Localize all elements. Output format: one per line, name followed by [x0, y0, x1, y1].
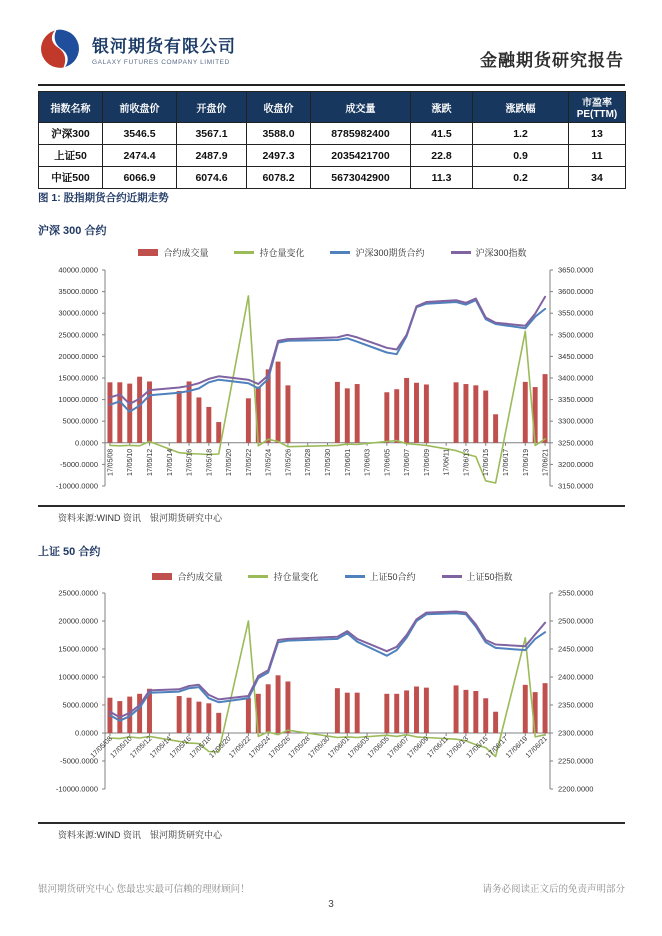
- figure-caption: 图 1: 股指期货合约近期走势: [38, 192, 169, 204]
- legend-item: [152, 570, 222, 583]
- svg-text:17/06/03: 17/06/03: [364, 448, 372, 477]
- table-header-cell: 收盘价: [247, 92, 311, 123]
- svg-text:17/06/09: 17/06/09: [406, 735, 431, 760]
- svg-text:17/05/08: 17/05/08: [89, 735, 114, 760]
- table-header-cell: 市盈率PE(TTM): [569, 92, 626, 123]
- svg-text:17/05/20: 17/05/20: [208, 735, 233, 760]
- table-cell: 2487.9: [177, 145, 247, 167]
- svg-text:3550.0000: 3550.0000: [558, 308, 594, 318]
- table-cell: 6066.9: [103, 167, 177, 189]
- source-note-1: 资料来源:WIND 资讯 银河期货研究中心: [58, 513, 222, 523]
- svg-text:17/05/26: 17/05/26: [267, 735, 292, 760]
- csi300-contract-chart: [30, 262, 635, 504]
- svg-text:25000.0000: 25000.0000: [58, 330, 98, 340]
- table-cell: 0.9: [473, 145, 569, 167]
- svg-text:17/05/10: 17/05/10: [127, 448, 135, 477]
- legend-item: [451, 246, 527, 259]
- svg-text:3300.0000: 3300.0000: [558, 416, 594, 426]
- table-cell: 2497.3: [247, 145, 311, 167]
- line-swatch-icon: [234, 251, 254, 253]
- table-cell: 沪深300: [39, 123, 103, 145]
- svg-text:17/05/16: 17/05/16: [168, 735, 193, 760]
- table-row: [39, 123, 626, 145]
- table-cell: 1.2: [473, 123, 569, 145]
- svg-text:-5000.0000: -5000.0000: [60, 459, 98, 469]
- table-cell: 41.5: [411, 123, 473, 145]
- svg-text:40000.0000: 40000.0000: [58, 265, 98, 275]
- svg-text:3400.0000: 3400.0000: [558, 373, 594, 383]
- svg-text:20000.0000: 20000.0000: [58, 351, 98, 361]
- svg-text:2450.0000: 2450.0000: [558, 644, 594, 654]
- svg-text:17/05/24: 17/05/24: [265, 448, 273, 477]
- footer-disclaimer-note: 请务必阅读正文后的免责声明部分: [482, 884, 625, 895]
- company-logo: [40, 27, 236, 71]
- svg-text:17/05/08: 17/05/08: [107, 448, 115, 477]
- legend-item: [330, 246, 424, 259]
- svg-text:17/05/30: 17/05/30: [307, 735, 332, 760]
- svg-text:10000.0000: 10000.0000: [58, 395, 98, 405]
- svg-text:17/06/13: 17/06/13: [445, 735, 470, 760]
- svg-text:-10000.0000: -10000.0000: [55, 481, 98, 491]
- legend-label: 上证50合约: [369, 572, 416, 582]
- svg-text:17/06/07: 17/06/07: [386, 735, 411, 760]
- svg-text:3250.0000: 3250.0000: [558, 438, 594, 448]
- table-header-cell: 成交量: [311, 92, 411, 123]
- svg-text:17/05/18: 17/05/18: [206, 448, 214, 477]
- svg-text:17/05/24: 17/05/24: [247, 735, 273, 760]
- sse50-contract-chart: [30, 585, 635, 813]
- table-cell: 0.2: [473, 167, 569, 189]
- svg-text:2400.0000: 2400.0000: [558, 672, 594, 682]
- svg-text:17/06/21: 17/06/21: [524, 735, 549, 760]
- legend-label: 沪深300指数: [475, 248, 527, 258]
- table-header-row: [39, 92, 626, 123]
- table-cell: 6074.6: [177, 167, 247, 189]
- table-cell: 上证50: [39, 145, 103, 167]
- svg-text:30000.0000: 30000.0000: [58, 308, 98, 318]
- line-swatch-icon: [330, 251, 350, 253]
- table-cell: 中证500: [39, 167, 103, 189]
- svg-text:0.0000: 0.0000: [75, 438, 98, 448]
- footer-slogan: 银河期货研究中心 您最忠实最可信赖的理财顾问！: [38, 884, 250, 895]
- company-name-en: GALAXY FUTURES COMPANY LIMITED: [92, 59, 230, 66]
- legend-label: 合约成交量: [177, 572, 223, 582]
- chart2-title: 上证 50 合约: [38, 546, 101, 558]
- table-cell: 3546.5: [103, 123, 177, 145]
- table-header-cell: 前收盘价: [103, 92, 177, 123]
- svg-text:17/06/19: 17/06/19: [504, 735, 530, 760]
- galaxy-swirl-icon: [40, 27, 84, 71]
- legend-label: 合约成交量: [163, 248, 209, 258]
- svg-text:2500.0000: 2500.0000: [558, 616, 594, 626]
- svg-text:17/06/15: 17/06/15: [483, 448, 491, 477]
- legend-label: 持仓量变化: [273, 572, 319, 582]
- chart1-title: 沪深 300 合约: [38, 225, 107, 237]
- svg-text:0.0000: 0.0000: [75, 728, 98, 738]
- svg-text:17/06/19: 17/06/19: [522, 448, 530, 477]
- svg-text:17/05/12: 17/05/12: [147, 448, 154, 477]
- line-swatch-icon: [442, 575, 462, 577]
- svg-text:15000.0000: 15000.0000: [58, 644, 98, 654]
- table-cell: 8785982400: [311, 123, 411, 145]
- svg-text:17/06/01: 17/06/01: [326, 735, 352, 760]
- line-swatch-icon: [345, 575, 365, 577]
- table-cell: 34: [569, 167, 626, 189]
- line-swatch-icon: [451, 251, 471, 253]
- legend-label: 持仓量变化: [259, 248, 305, 258]
- svg-text:25000.0000: 25000.0000: [58, 588, 98, 598]
- legend-item: [442, 570, 513, 583]
- svg-text:5000.0000: 5000.0000: [62, 416, 98, 426]
- svg-text:17/06/01: 17/06/01: [344, 448, 352, 477]
- svg-text:20000.0000: 20000.0000: [58, 616, 98, 626]
- legend-label: 上证50指数: [466, 572, 513, 582]
- svg-text:17/06/17: 17/06/17: [485, 735, 510, 760]
- svg-text:17/06/21: 17/06/21: [542, 448, 550, 477]
- svg-text:2200.0000: 2200.0000: [558, 784, 594, 794]
- svg-text:17/05/28: 17/05/28: [287, 735, 312, 760]
- svg-text:-10000.0000: -10000.0000: [55, 784, 98, 794]
- table-row: [39, 145, 626, 167]
- svg-text:17/05/26: 17/05/26: [285, 448, 293, 477]
- svg-text:17/06/07: 17/06/07: [404, 448, 412, 477]
- svg-text:17/05/20: 17/05/20: [226, 448, 234, 477]
- table-header-cell: 指数名称: [39, 92, 103, 123]
- table-cell: 2474.4: [103, 145, 177, 167]
- svg-text:17/06/11: 17/06/11: [426, 735, 451, 760]
- report-title: 金融期货研究报告: [480, 51, 624, 70]
- line-swatch-icon: [248, 575, 268, 577]
- svg-text:2550.0000: 2550.0000: [558, 588, 594, 598]
- svg-text:17/06/17: 17/06/17: [503, 448, 510, 477]
- svg-text:17/05/28: 17/05/28: [305, 448, 313, 477]
- svg-text:17/06/09: 17/06/09: [423, 448, 431, 477]
- svg-text:17/05/22: 17/05/22: [245, 448, 253, 477]
- svg-text:5000.0000: 5000.0000: [62, 700, 98, 710]
- svg-text:15000.0000: 15000.0000: [58, 373, 98, 383]
- divider: [38, 505, 625, 507]
- svg-text:17/05/14: 17/05/14: [166, 448, 174, 477]
- svg-text:17/06/05: 17/06/05: [384, 448, 392, 477]
- svg-text:17/05/10: 17/05/10: [109, 735, 134, 760]
- bar-swatch-icon: [138, 249, 158, 256]
- svg-text:17/06/03: 17/06/03: [346, 735, 371, 760]
- bar-swatch-icon: [152, 573, 172, 580]
- legend-item: [138, 246, 208, 259]
- svg-text:3200.0000: 3200.0000: [558, 459, 594, 469]
- svg-text:35000.0000: 35000.0000: [58, 287, 98, 297]
- svg-text:10000.0000: 10000.0000: [58, 672, 98, 682]
- company-name-cn: 银河期货有限公司: [92, 37, 236, 56]
- svg-text:2350.0000: 2350.0000: [558, 700, 594, 710]
- table-header-cell: 涨跌: [411, 92, 473, 123]
- table-cell: 3567.1: [177, 123, 247, 145]
- svg-text:17/06/13: 17/06/13: [463, 448, 471, 477]
- table-row: [39, 167, 626, 189]
- svg-text:3500.0000: 3500.0000: [558, 330, 594, 340]
- table-cell: 11: [569, 145, 626, 167]
- table-cell: 6078.2: [247, 167, 311, 189]
- table-header-cell: 涨跌幅: [473, 92, 569, 123]
- svg-text:3600.0000: 3600.0000: [558, 287, 594, 297]
- svg-text:17/05/16: 17/05/16: [186, 448, 194, 477]
- svg-text:17/05/14: 17/05/14: [148, 735, 174, 760]
- svg-text:2250.0000: 2250.0000: [558, 756, 594, 766]
- table-header-cell: 开盘价: [177, 92, 247, 123]
- chart1-legend: [30, 246, 635, 259]
- svg-text:17/06/11: 17/06/11: [443, 448, 451, 476]
- divider: [38, 822, 625, 824]
- table-cell: 3588.0: [247, 123, 311, 145]
- table-cell: 22.8: [411, 145, 473, 167]
- svg-text:-5000.0000: -5000.0000: [60, 756, 98, 766]
- source-note-2: 资料来源:WIND 资讯 银河期货研究中心: [58, 830, 222, 840]
- svg-text:17/06/15: 17/06/15: [465, 735, 490, 760]
- svg-text:2300.0000: 2300.0000: [558, 728, 594, 738]
- svg-text:17/05/22: 17/05/22: [228, 735, 253, 760]
- page-number: 3: [328, 899, 334, 910]
- svg-text:3650.0000: 3650.0000: [558, 265, 594, 275]
- svg-text:3450.0000: 3450.0000: [558, 351, 594, 361]
- svg-text:17/06/05: 17/06/05: [366, 735, 391, 760]
- legend-item: [234, 246, 304, 259]
- table-cell: 13: [569, 123, 626, 145]
- table-cell: 11.3: [411, 167, 473, 189]
- legend-item: [248, 570, 318, 583]
- table-cell: 5673042900: [311, 167, 411, 189]
- table-cell: 2035421700: [311, 145, 411, 167]
- legend-item: [345, 570, 416, 583]
- svg-text:17/05/30: 17/05/30: [325, 448, 332, 477]
- svg-text:3150.0000: 3150.0000: [558, 481, 594, 491]
- svg-text:17/05/12: 17/05/12: [129, 735, 154, 760]
- svg-text:17/05/18: 17/05/18: [188, 735, 213, 760]
- index-summary-table: [38, 91, 626, 189]
- legend-label: 沪深300期货合约: [355, 248, 425, 258]
- header-divider: [38, 84, 625, 86]
- svg-text:3350.0000: 3350.0000: [558, 395, 594, 405]
- chart2-legend: [30, 570, 635, 583]
